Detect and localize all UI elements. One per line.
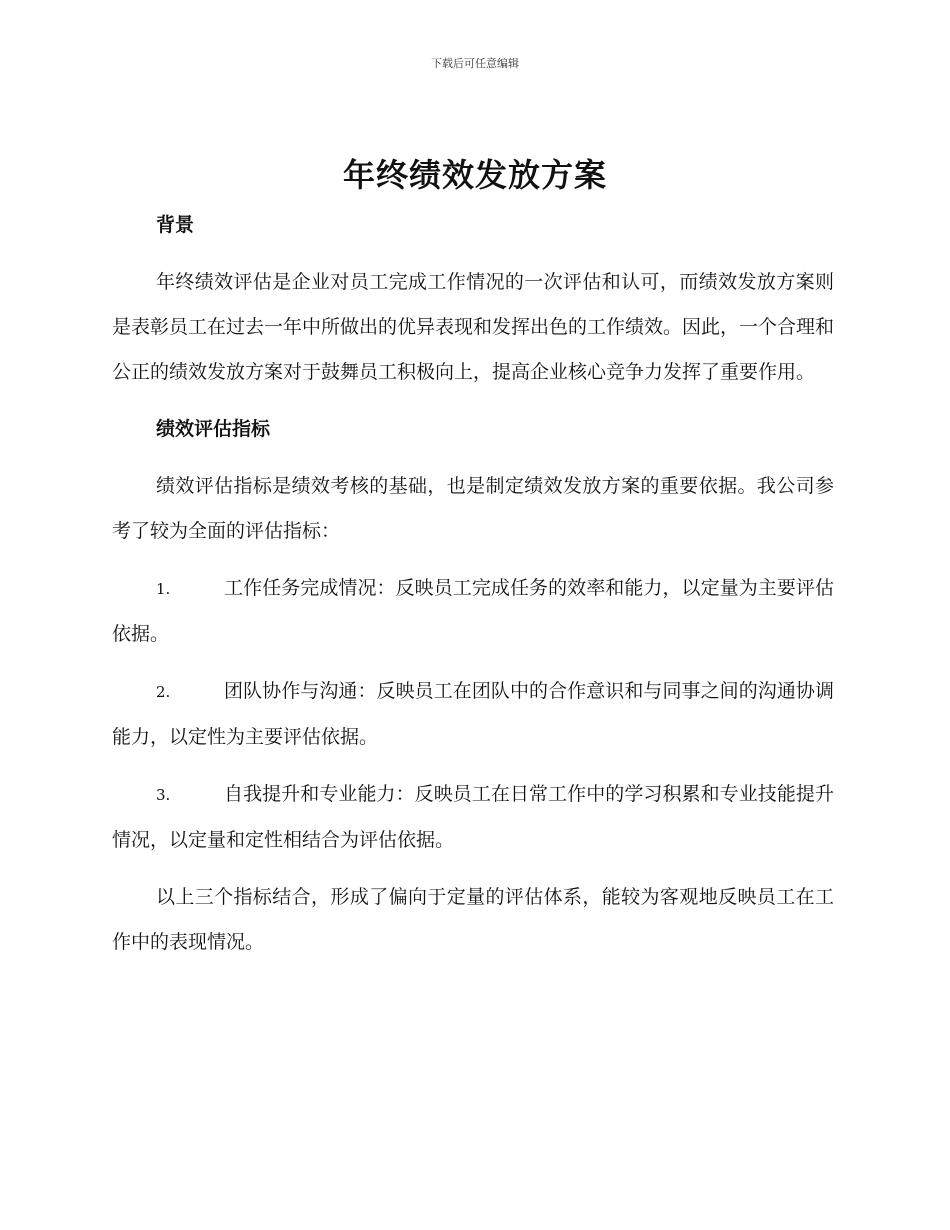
indicators-intro-paragraph: 绩效评估指标是绩效考核的基础，也是制定绩效发放方案的重要依据。我公司参考了较为全面的评估指标： [112, 475, 834, 542]
list-item-number: 2. [156, 683, 171, 701]
section-heading-indicators: 绩效评估指标 [156, 418, 271, 440]
list-item [112, 566, 834, 657]
list-item-text: 工作任务完成情况：反映员工完成任务的效率和能力，以定量为主要评估依据。 [112, 577, 834, 645]
list-item-text: 自我提升和专业能力：反映员工在日常工作中的学习积累和专业技能提升情况，以定量和定性相结合为评估依据。 [112, 783, 834, 851]
list-item-number: 3. [156, 786, 171, 804]
list-item [112, 772, 834, 863]
header-note: 下载后可任意编辑 [431, 57, 519, 70]
background-paragraph: 年终绩效评估是企业对员工完成工作情况的一次评估和认可，而绩效发放方案则是表彰员工在过去一年中所做出的优异表现和发挥出色的工作绩效。因此，一个合理和公正的绩效发放方案对于鼓舞员工积极向上，提高企业核心竞争力发挥了重要作用。 [112, 271, 835, 383]
list-item [112, 669, 834, 760]
section-heading-background: 背景 [156, 214, 195, 236]
list-item-number: 1. [156, 580, 171, 598]
page-title: 年终绩效发放方案 [342, 156, 607, 194]
document-body [112, 203, 834, 977]
list-item-text: 团队协作与沟通：反映员工在团队中的合作意识和与同事之间的沟通协调能力，以定性为主要评估依据。 [112, 680, 834, 748]
closing-paragraph: 以上三个指标结合，形成了偏向于定量的评估体系，能较为客观地反映员工在工作中的表现情况。 [112, 886, 834, 953]
